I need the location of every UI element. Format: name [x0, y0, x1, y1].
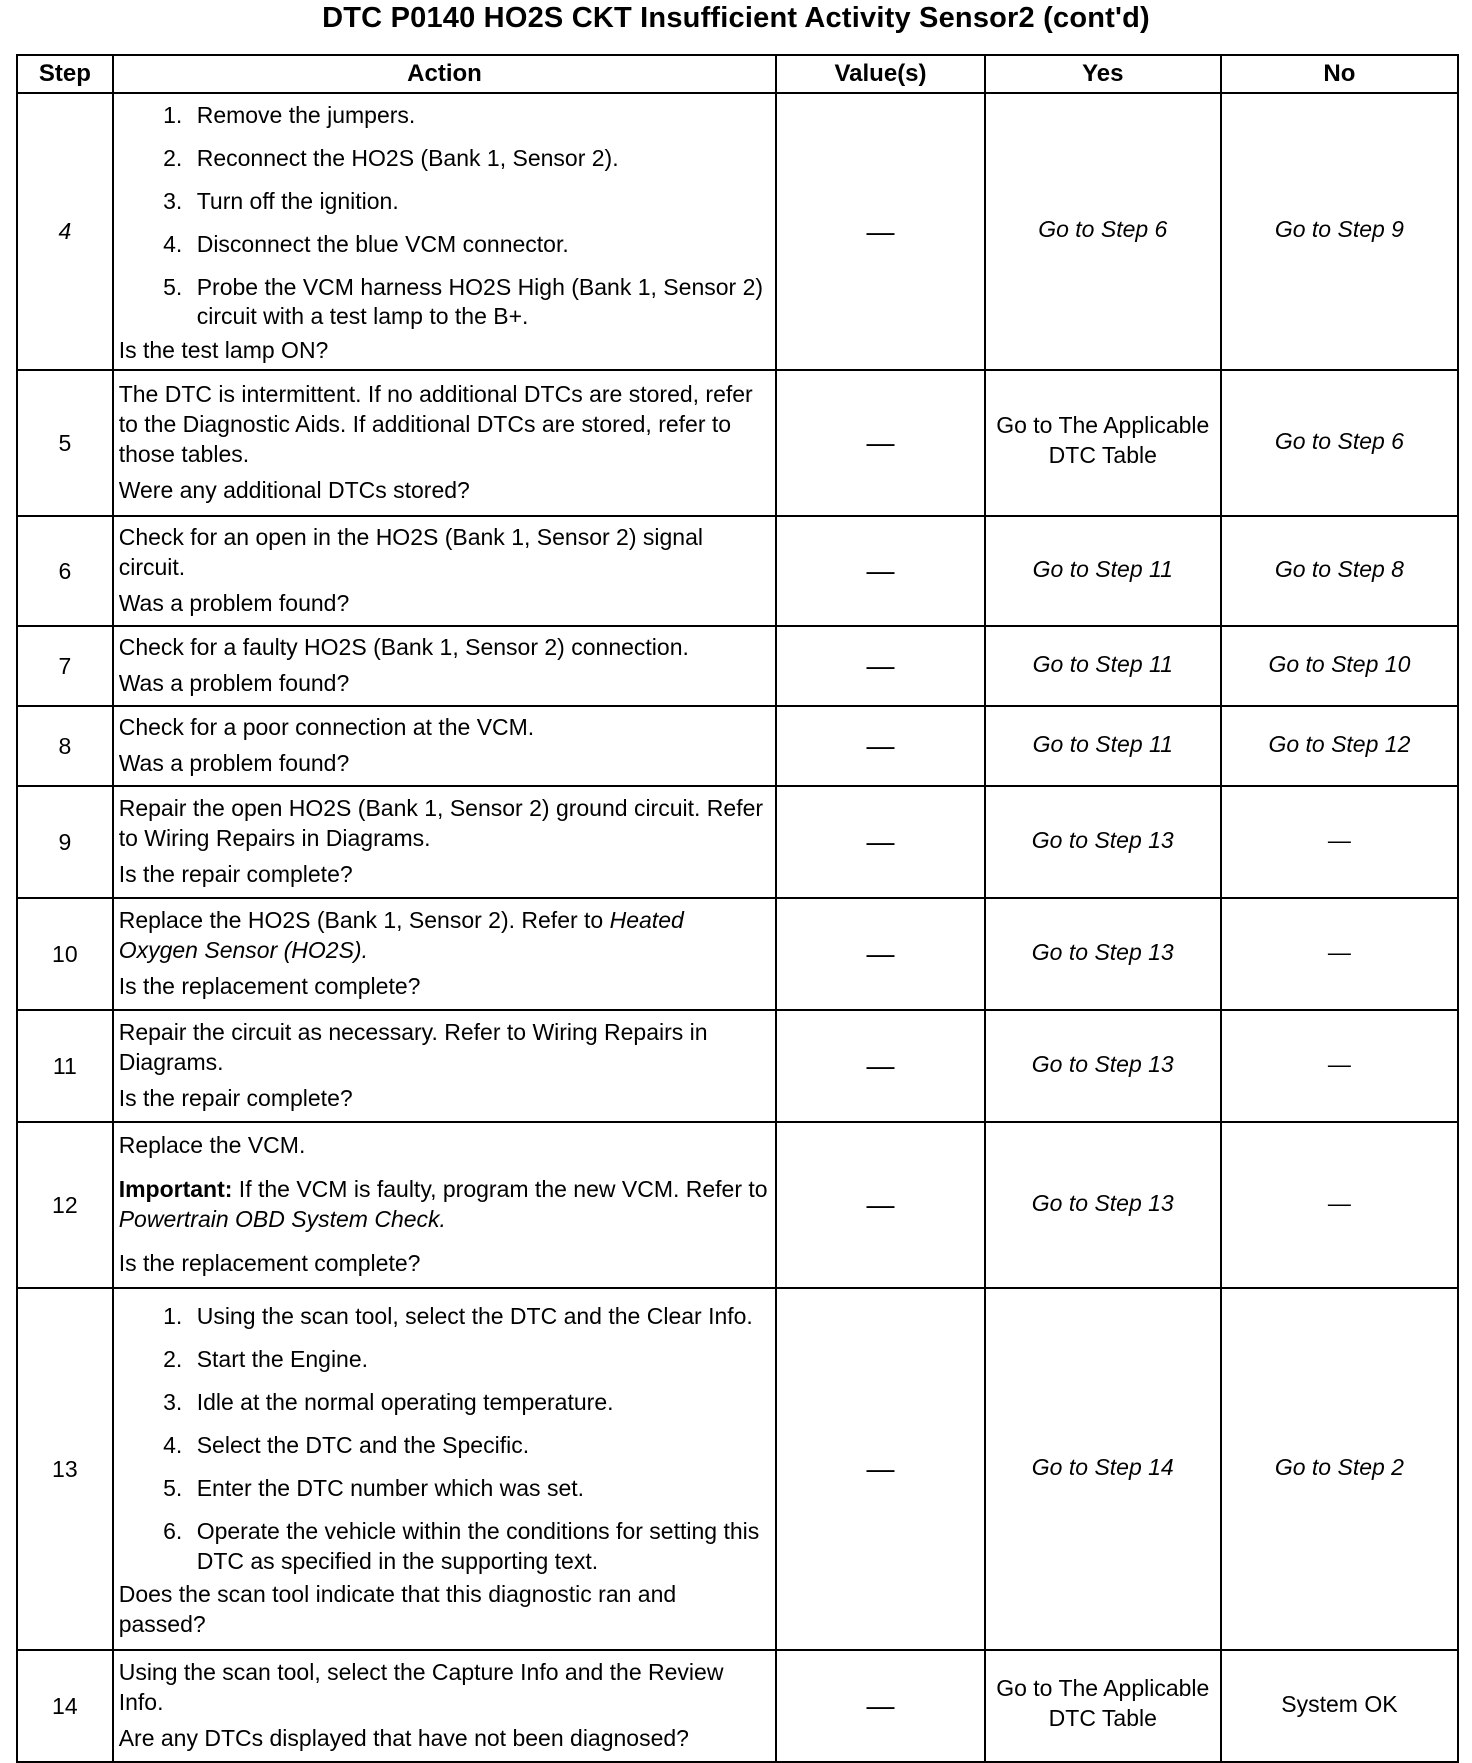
action-question: Was a problem found?: [118, 590, 350, 617]
step-number: 4: [17, 93, 113, 370]
yes-outcome: Go to The Applicable DTC Table: [985, 1650, 1221, 1762]
action-cell: [113, 786, 777, 898]
table-row: [17, 1010, 1458, 1122]
action-text: Check for an open in the HO2S (Bank 1, Sensor 2) signal circuit.: [118, 524, 703, 581]
step-number: 7: [17, 626, 113, 706]
action-text: Replace the VCM.: [118, 1132, 306, 1159]
value-cell: —: [776, 516, 984, 626]
no-outcome: Go to Step 9: [1221, 93, 1458, 370]
no-outcome: —: [1221, 786, 1458, 898]
step-number: 14: [17, 1650, 113, 1762]
header-value: Value(s): [776, 55, 984, 93]
action-item: 2. Reconnect the HO2S (Bank 1, Sensor 2).: [189, 144, 770, 174]
action-item: 6. Operate the vehicle within the conditions for setting this DTC as specified in the supporting text.: [189, 1517, 770, 1577]
action-cell: [113, 93, 777, 370]
important-label: Important:: [118, 1176, 233, 1203]
table-header-row: [17, 55, 1458, 93]
no-outcome: Go to Step 6: [1221, 370, 1458, 516]
yes-outcome: Go to Step 13: [985, 1010, 1221, 1122]
action-text: The DTC is intermittent. If no additional DTCs are stored, refer to the Diagnostic Aids. If additional DTCs are stored, refer to those tables.: [118, 381, 753, 468]
action-question: Was a problem found?: [118, 670, 350, 697]
step-number: 6: [17, 516, 113, 626]
no-outcome: Go to Step 2: [1221, 1288, 1458, 1650]
action-question: Were any additional DTCs stored?: [118, 477, 470, 504]
action-item: 5. Enter the DTC number which was set.: [189, 1474, 770, 1504]
no-outcome: Go to Step 10: [1221, 626, 1458, 706]
step-number: 5: [17, 370, 113, 516]
action-text: Repair the open HO2S (Bank 1, Sensor 2) ground circuit. Refer to Wiring Repairs in Diagrams.: [118, 795, 764, 852]
value-cell: —: [776, 786, 984, 898]
table-row: [17, 1122, 1458, 1288]
value-cell: —: [776, 706, 984, 786]
table-row: [17, 1650, 1458, 1762]
yes-outcome: Go to Step 11: [985, 626, 1221, 706]
table-row: [17, 706, 1458, 786]
no-outcome: —: [1221, 1122, 1458, 1288]
action-question: Is the repair complete?: [118, 1085, 353, 1112]
action-cell: [113, 1288, 777, 1650]
step-number: 9: [17, 786, 113, 898]
table-row: [17, 370, 1458, 516]
action-item: 3. Idle at the normal operating temperature.: [189, 1388, 770, 1418]
step-number: 11: [17, 1010, 113, 1122]
action-cell: [113, 1650, 777, 1762]
action-question: Is the test lamp ON?: [118, 337, 329, 364]
action-cell: [113, 516, 777, 626]
step-number: 13: [17, 1288, 113, 1650]
header-step: Step: [17, 55, 113, 93]
action-cell: [113, 706, 777, 786]
no-outcome: System OK: [1221, 1650, 1458, 1762]
action-text-plain: Replace the HO2S (Bank 1, Sensor 2). Refer to: [118, 907, 610, 934]
action-cell: [113, 1122, 777, 1288]
important-text: If the VCM is faulty, program the new VCM. Refer to: [232, 1176, 768, 1203]
yes-outcome: Go to Step 13: [985, 898, 1221, 1010]
action-cell: [113, 626, 777, 706]
page-title: DTC P0140 HO2S CKT Insufficient Activity Sensor2 (cont'd): [322, 2, 1150, 34]
action-item: 4. Select the DTC and the Specific.: [189, 1431, 770, 1461]
action-question: Is the replacement complete?: [118, 973, 421, 1000]
action-question: Was a problem found?: [118, 750, 350, 777]
header-yes: Yes: [985, 55, 1221, 93]
no-outcome: Go to Step 12: [1221, 706, 1458, 786]
value-cell: —: [776, 1288, 984, 1650]
no-outcome: Go to Step 8: [1221, 516, 1458, 626]
action-item: 3. Turn off the ignition.: [189, 187, 770, 217]
important-reference: Powertrain OBD System Check.: [118, 1206, 446, 1233]
value-cell: —: [776, 370, 984, 516]
yes-outcome: Go to Step 13: [985, 1122, 1221, 1288]
yes-outcome: Go to Step 14: [985, 1288, 1221, 1650]
no-outcome: —: [1221, 1010, 1458, 1122]
action-cell: [113, 898, 777, 1010]
table-row: [17, 898, 1458, 1010]
header-action: Action: [113, 55, 777, 93]
step-number: 12: [17, 1122, 113, 1288]
action-text-reference: Heated Oxygen Sensor (HO2S).: [118, 907, 684, 964]
action-question: Are any DTCs displayed that have not been diagnosed?: [118, 1725, 689, 1752]
table-row: [17, 626, 1458, 706]
value-cell: —: [776, 93, 984, 370]
action-question: Is the repair complete?: [118, 861, 353, 888]
diagnostic-table: [16, 54, 1459, 1763]
action-text: Using the scan tool, select the Capture Info and the Review Info.: [118, 1659, 724, 1716]
action-item: 5. Probe the VCM harness HO2S High (Bank 1, Sensor 2) circuit with a test lamp to the B+.: [189, 273, 770, 333]
action-item: 4. Disconnect the blue VCM connector.: [189, 230, 770, 260]
action-question: Does the scan tool indicate that this diagnostic ran and passed?: [118, 1581, 677, 1638]
action-text: Repair the circuit as necessary. Refer to Wiring Repairs in Diagrams.: [118, 1019, 708, 1076]
yes-outcome: Go to Step 11: [985, 706, 1221, 786]
yes-outcome: Go to Step 6: [985, 93, 1221, 370]
value-cell: —: [776, 1122, 984, 1288]
header-no: No: [1221, 55, 1458, 93]
yes-outcome: Go to Step 11: [985, 516, 1221, 626]
value-cell: —: [776, 626, 984, 706]
table-row: [17, 93, 1458, 370]
yes-outcome: Go to The Applicable DTC Table: [985, 370, 1221, 516]
action-text: Check for a faulty HO2S (Bank 1, Sensor 2) connection.: [118, 634, 689, 661]
yes-outcome: Go to Step 13: [985, 786, 1221, 898]
table-row: [17, 516, 1458, 626]
action-text: [119, 906, 770, 966]
action-item: 1. Remove the jumpers.: [189, 101, 770, 131]
value-cell: —: [776, 1010, 984, 1122]
no-outcome: —: [1221, 898, 1458, 1010]
value-cell: —: [776, 1650, 984, 1762]
action-item: 2. Start the Engine.: [189, 1345, 770, 1375]
table-row: [17, 1288, 1458, 1650]
value-cell: —: [776, 898, 984, 1010]
table-row: [17, 786, 1458, 898]
action-question: Is the replacement complete?: [118, 1250, 421, 1277]
action-cell: [113, 1010, 777, 1122]
step-number: 8: [17, 706, 113, 786]
action-text: Check for a poor connection at the VCM.: [118, 714, 535, 741]
action-cell: [113, 370, 777, 516]
step-number: 10: [17, 898, 113, 1010]
action-item: 1. Using the scan tool, select the DTC and the Clear Info.: [189, 1302, 770, 1332]
important-note: [119, 1175, 770, 1235]
